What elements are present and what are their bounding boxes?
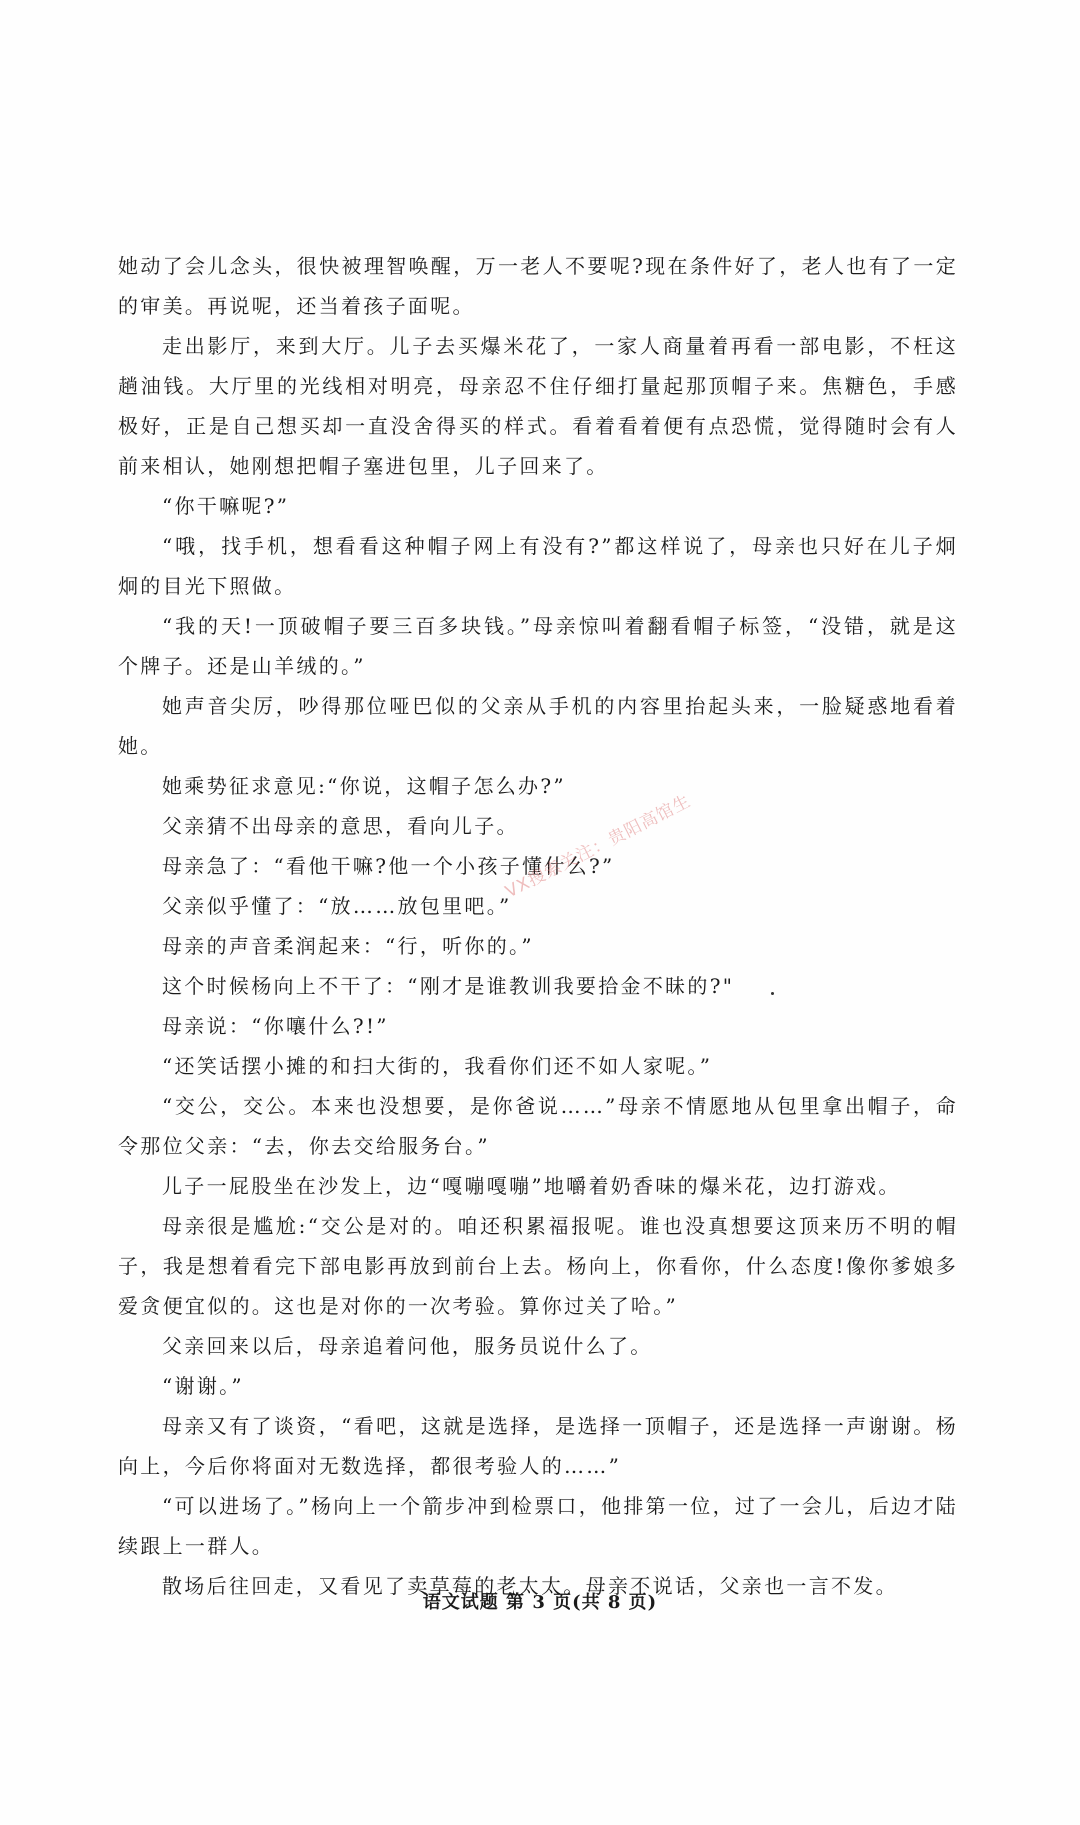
paragraph: “你干嘛呢?” xyxy=(162,494,290,518)
paragraph: 父亲似乎懂了：“放……放包里吧。” xyxy=(162,894,512,918)
paragraph: 儿子一屁股坐在沙发上，边“嘎嘣嘎嘣”地嚼着奶香味的爆米花，边打游戏。 xyxy=(162,1174,901,1198)
paragraph: 她声音尖厉，吵得那位哑巴似的父亲从手机的内容里抬起头来，一脸疑惑地看着她。 xyxy=(118,694,958,758)
paragraph: “哦，找手机，想看看这种帽子网上有没有?”都这样说了，母亲也只好在儿子炯炯的目光下照做。 xyxy=(118,534,958,598)
paragraph: “可以进场了。”杨向上一个箭步冲到检票口，他排第一位，过了一会儿，后边才陆续跟上一群人。 xyxy=(118,1494,958,1558)
paragraph: 父亲回来以后，母亲追着问他，服务员说什么了。 xyxy=(162,1334,653,1358)
paragraph: “谢谢。” xyxy=(162,1374,244,1398)
story-text xyxy=(118,246,958,1606)
paragraph: 母亲说：“你嚷什么?!” xyxy=(162,1014,389,1038)
paragraph: 这个时候杨向上不干了：“刚才是谁教训我要拾金不昧的?" xyxy=(162,974,735,998)
paragraph: 母亲很是尴尬:“交公是对的。咱还积累福报呢。谁也没真想要这顶来历不明的帽子，我是想着看完下部电影再放到前台上去。杨向上，你看你，什么态度!像你爹娘多爱贪便宜似的。这也是对你的一次考验。算你过关了哈。” xyxy=(118,1214,958,1318)
paragraph: 母亲急了：“看他干嘛?他一个小孩子懂什么?” xyxy=(162,854,615,878)
paragraph: “我的天!一顶破帽子要三百多块钱。”母亲惊叫着翻看帽子标签，“没错，就是这个牌子。还是山羊绒的。” xyxy=(118,614,958,678)
paragraph: “交公，交公。本来也没想要，是你爸说……”母亲不情愿地从包里拿出帽子，命令那位父亲：“去，你去交给服务台。” xyxy=(118,1094,958,1158)
paragraph: 走出影厅，来到大厅。儿子去买爆米花了，一家人商量着再看一部电影，不枉这趟油钱。大厅里的光线相对明亮，母亲忍不住仔细打量起那顶帽子来。焦糖色，手感极好，正是自己想买却一直没舍得买的样式。看着看着便有点恐慌，觉得随时会有人前来相认，她刚想把帽子塞进包里，儿子回来了。 xyxy=(118,334,958,478)
scan-speck xyxy=(771,992,774,995)
watermark: VX搜索关注：贵阳高馆生 xyxy=(502,791,695,903)
paragraph: “还笑话摆小摊的和扫大街的，我看你们还不如人家呢。” xyxy=(162,1054,713,1078)
paragraph: 她动了会儿念头，很快被理智唤醒，万一老人不要呢?现在条件好了，老人也有了一定的审美。再说呢，还当着孩子面呢。 xyxy=(118,254,958,318)
paragraph: 散场后往回走，又看见了卖草莓的老太太。母亲不说话，父亲也一言不发。 xyxy=(162,1574,898,1598)
page-footer: 语文试题 第 3 页(共 8 页) xyxy=(422,1592,658,1613)
paragraph: 她乘势征求意见:“你说，这帽子怎么办?” xyxy=(162,774,566,798)
paragraph: 母亲的声音柔润起来：“行，听你的。” xyxy=(162,934,534,958)
paragraph: 母亲又有了谈资，“看吧，这就是选择，是选择一顶帽子，还是选择一声谢谢。杨向上，今后你将面对无数选择，都很考验人的……” xyxy=(118,1414,958,1478)
paragraph: 父亲猜不出母亲的意思，看向儿子。 xyxy=(162,814,519,838)
